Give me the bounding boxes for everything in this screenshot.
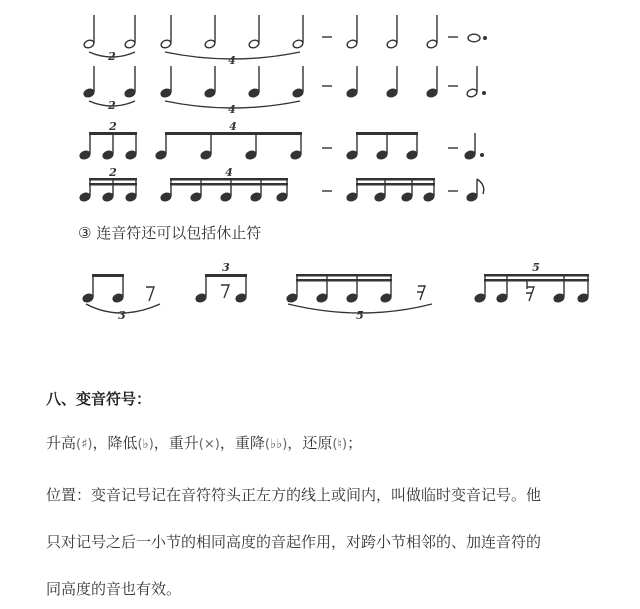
natural-symbol: (♮) — [332, 437, 348, 452]
tuplet-number: 2 — [108, 99, 116, 112]
sharp-label: 升高 — [46, 434, 77, 452]
tuplet-number: 4 — [228, 103, 236, 116]
half-note-triple — [346, 15, 438, 49]
tuplet-number: 4 — [229, 120, 237, 133]
tuplet-number: 3 — [222, 261, 230, 274]
flat-label: 降低 — [107, 434, 138, 452]
paragraph-line: 只对记号之后一小节的相同高度的音起作用，对跨小节相邻的、加连音符的 — [46, 533, 542, 551]
tuplet-number: 3 — [118, 309, 126, 322]
tuplet-number: 4 — [228, 54, 236, 67]
accidental-signs-line: 升高(♯)，降低(♭)，重升(×)，重降(♭♭)，还原(♮)； — [46, 434, 363, 452]
double-flat-label: 重降 — [234, 434, 265, 452]
double-sharp-symbol: (×) — [198, 437, 220, 452]
flat-symbol: (♭) — [137, 437, 154, 452]
row-eighth-notes — [79, 132, 483, 160]
row-tuplets-with-rests — [82, 274, 589, 313]
paragraph-line: 同高度的音也有效。 — [46, 580, 182, 598]
tuplet-number: 5 — [356, 309, 364, 322]
row-quarter-notes — [83, 66, 485, 108]
tuplet-number: 2 — [109, 166, 117, 179]
tuplet-number: 2 — [108, 50, 116, 63]
double-sharp-label: 重升 — [168, 434, 199, 452]
natural-label: 还原 — [302, 434, 333, 452]
paragraph-line: 位置：变音记号记在音符符头正左方的线上或间内，叫做临时变音记号。他 — [46, 486, 542, 504]
caption-rests-in-tuplets: ③ 连音符还可以包括休止符 — [78, 224, 262, 242]
whole-note — [468, 34, 486, 42]
tuplet-number: 4 — [225, 166, 233, 179]
half-note-quad — [160, 15, 304, 59]
tuplet-number: 2 — [109, 120, 117, 133]
double-flat-symbol: (♭♭) — [264, 437, 288, 452]
sharp-symbol: (♯) — [76, 437, 93, 452]
row-half-notes — [83, 15, 486, 59]
row-sixteenth-notes — [79, 178, 484, 202]
section-title: 八、变音符号： — [46, 390, 152, 408]
tuplet-number: 5 — [532, 261, 540, 274]
